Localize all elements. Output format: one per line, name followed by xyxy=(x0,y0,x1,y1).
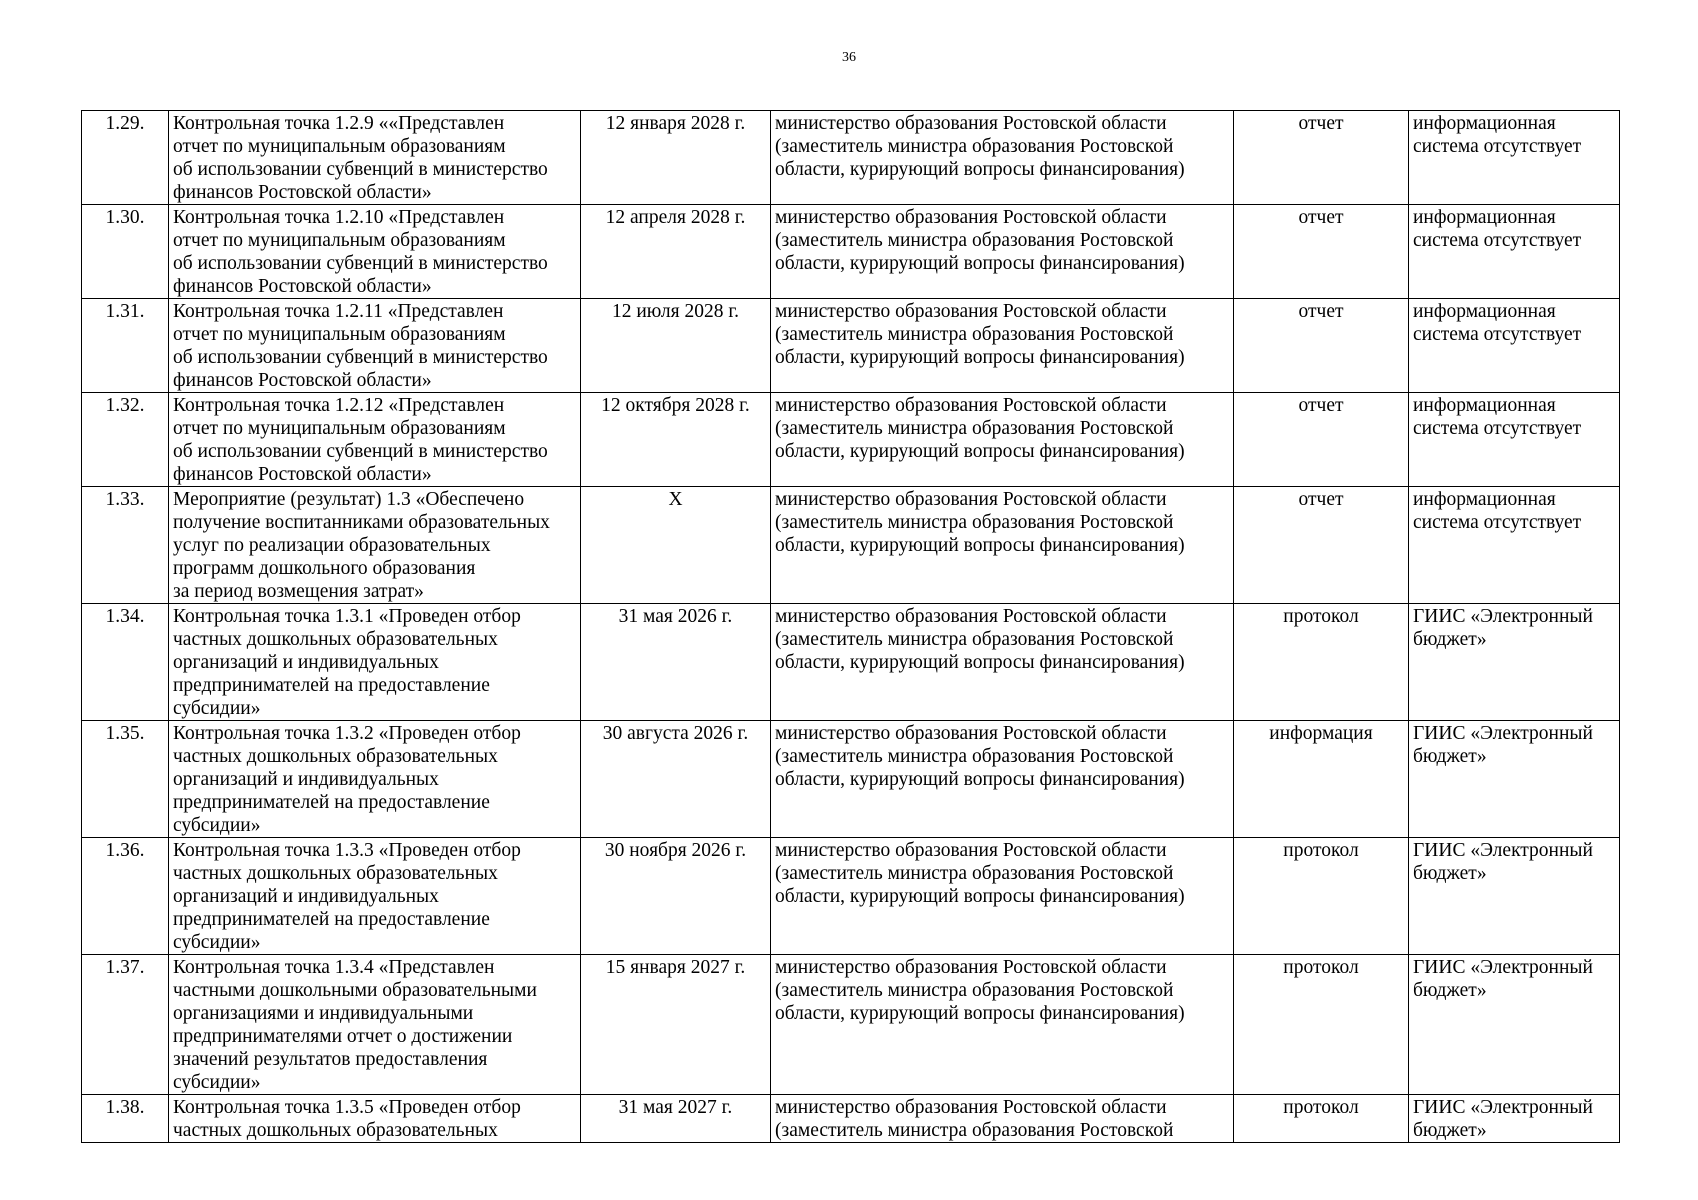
responsible-executor-line: области, курирующий вопросы финансирования) xyxy=(775,886,1185,907)
control-point-name-line: Контрольная точка 1.3.1 «Проведен отбор xyxy=(173,606,521,627)
information-system xyxy=(1409,393,1620,487)
table-row xyxy=(82,604,1620,721)
responsible-executor-line: области, курирующий вопросы финансирования) xyxy=(775,347,1185,368)
confirming-document: протокол xyxy=(1234,604,1409,721)
control-point-name-line: организаций и индивидуальных xyxy=(173,769,439,790)
control-point-name xyxy=(169,955,581,1095)
control-point-name-line: Контрольная точка 1.2.12 «Представлен xyxy=(173,395,505,416)
control-point-name-line: предпринимателей на предоставление xyxy=(173,909,490,930)
responsible-executor xyxy=(771,111,1234,205)
responsible-executor-line: (заместитель министра образования Ростовской xyxy=(775,629,1174,650)
control-point-name-line: финансов Ростовской области» xyxy=(173,276,432,297)
control-point-name-line: программ дошкольного образования xyxy=(173,558,476,579)
control-point-name-line: Контрольная точка 1.2.10 «Представлен xyxy=(173,207,505,228)
table-row xyxy=(82,721,1620,838)
control-point-name-line: Контрольная точка 1.3.3 «Проведен отбор xyxy=(173,840,521,861)
confirming-document: отчет xyxy=(1234,393,1409,487)
control-point-name-line: отчет по муниципальным образованиям xyxy=(173,136,506,157)
information-system-line: информационная xyxy=(1413,207,1556,228)
control-point-name-line: субсидии» xyxy=(173,698,261,719)
responsible-executor-line: (заместитель министра образования Ростовской xyxy=(775,512,1174,533)
deadline-date: 15 января 2027 г. xyxy=(581,955,771,1095)
control-point-name-line: за период возмещения затрат» xyxy=(173,581,424,602)
information-system-line: бюджет» xyxy=(1413,1120,1487,1141)
row-number: 1.29. xyxy=(82,111,169,205)
control-point-name xyxy=(169,604,581,721)
row-number: 1.30. xyxy=(82,205,169,299)
control-point-name-line: отчет по муниципальным образованиям xyxy=(173,230,506,251)
responsible-executor-line: министерство образования Ростовской области xyxy=(775,840,1167,861)
information-system-line: ГИИС «Электронный xyxy=(1413,606,1593,627)
control-point-name xyxy=(169,487,581,604)
information-system-line: бюджет» xyxy=(1413,863,1487,884)
deadline-date: 31 мая 2027 г. xyxy=(581,1095,771,1143)
responsible-executor-line: министерство образования Ростовской области xyxy=(775,489,1167,510)
control-point-name-line: значений результатов предоставления xyxy=(173,1049,488,1070)
control-point-name-line: субсидии» xyxy=(173,932,261,953)
responsible-executor-line: (заместитель министра образования Ростовской xyxy=(775,863,1174,884)
deadline-date: 30 ноября 2026 г. xyxy=(581,838,771,955)
deadline-date: 12 октября 2028 г. xyxy=(581,393,771,487)
control-point-name-line: организаций и индивидуальных xyxy=(173,652,439,673)
control-point-name-line: услуг по реализации образовательных xyxy=(173,535,491,556)
control-point-name-line: получение воспитанниками образовательных xyxy=(173,512,550,533)
confirming-document: отчет xyxy=(1234,205,1409,299)
control-point-name-line: предпринимателей на предоставление xyxy=(173,792,490,813)
information-system-line: система отсутствует xyxy=(1413,418,1582,439)
row-number: 1.35. xyxy=(82,721,169,838)
responsible-executor xyxy=(771,604,1234,721)
information-system xyxy=(1409,299,1620,393)
control-point-name-line: предпринимателями отчет о достижении xyxy=(173,1026,513,1047)
responsible-executor-line: области, курирующий вопросы финансирования) xyxy=(775,1003,1185,1024)
information-system-line: ГИИС «Электронный xyxy=(1413,723,1593,744)
confirming-document: отчет xyxy=(1234,299,1409,393)
row-number: 1.37. xyxy=(82,955,169,1095)
responsible-executor-line: министерство образования Ростовской области xyxy=(775,301,1167,322)
responsible-executor-line: министерство образования Ростовской области xyxy=(775,207,1167,228)
control-point-name xyxy=(169,111,581,205)
control-point-name-line: частных дошкольных образовательных xyxy=(173,746,498,767)
table-row xyxy=(82,299,1620,393)
row-number: 1.36. xyxy=(82,838,169,955)
information-system-line: бюджет» xyxy=(1413,746,1487,767)
control-point-name-line: частных дошкольных образовательных xyxy=(173,1120,498,1141)
responsible-executor xyxy=(771,487,1234,604)
responsible-executor-line: (заместитель министра образования Ростовской xyxy=(775,980,1174,1001)
control-point-name-line: об использовании субвенций в министерство xyxy=(173,441,548,462)
deadline-date: 12 января 2028 г. xyxy=(581,111,771,205)
information-system-line: система отсутствует xyxy=(1413,512,1582,533)
information-system-line: ГИИС «Электронный xyxy=(1413,957,1593,978)
control-point-name-line: об использовании субвенций в министерство xyxy=(173,347,548,368)
responsible-executor xyxy=(771,721,1234,838)
responsible-executor xyxy=(771,299,1234,393)
information-system xyxy=(1409,838,1620,955)
control-point-name xyxy=(169,1095,581,1143)
row-number: 1.32. xyxy=(82,393,169,487)
control-point-name-line: Мероприятие (результат) 1.3 «Обеспечено xyxy=(173,489,525,510)
responsible-executor-line: (заместитель министра образования Ростовской xyxy=(775,1120,1174,1141)
table-body xyxy=(82,111,1620,1143)
information-system xyxy=(1409,721,1620,838)
control-point-name-line: Контрольная точка 1.2.11 «Представлен xyxy=(173,301,504,322)
responsible-executor-line: министерство образования Ростовской области xyxy=(775,606,1167,627)
control-point-name xyxy=(169,393,581,487)
information-system-line: бюджет» xyxy=(1413,629,1487,650)
information-system xyxy=(1409,205,1620,299)
control-point-name-line: финансов Ростовской области» xyxy=(173,370,432,391)
information-system-line: ГИИС «Электронный xyxy=(1413,1097,1593,1118)
information-system-line: система отсутствует xyxy=(1413,230,1582,251)
control-point-name-line: организаций и индивидуальных xyxy=(173,886,439,907)
table-row xyxy=(82,111,1620,205)
responsible-executor xyxy=(771,205,1234,299)
confirming-document: информация xyxy=(1234,721,1409,838)
table-row xyxy=(82,487,1620,604)
confirming-document: отчет xyxy=(1234,111,1409,205)
control-point-name xyxy=(169,838,581,955)
control-point-name-line: Контрольная точка 1.2.9 ««Представлен xyxy=(173,113,505,134)
row-number: 1.31. xyxy=(82,299,169,393)
deadline-date: 12 апреля 2028 г. xyxy=(581,205,771,299)
responsible-executor xyxy=(771,393,1234,487)
responsible-executor-line: области, курирующий вопросы финансирования) xyxy=(775,535,1185,556)
table-row xyxy=(82,393,1620,487)
control-point-name-line: Контрольная точка 1.3.2 «Проведен отбор xyxy=(173,723,521,744)
responsible-executor-line: (заместитель министра образования Ростовской xyxy=(775,136,1174,157)
responsible-executor-line: области, курирующий вопросы финансирования) xyxy=(775,253,1185,274)
responsible-executor-line: области, курирующий вопросы финансирования) xyxy=(775,159,1185,180)
control-point-name-line: финансов Ростовской области» xyxy=(173,182,432,203)
information-system-line: ГИИС «Электронный xyxy=(1413,840,1593,861)
table-row xyxy=(82,955,1620,1095)
control-point-name-line: об использовании субвенций в министерство xyxy=(173,159,548,180)
information-system-line: информационная xyxy=(1413,301,1556,322)
responsible-executor xyxy=(771,838,1234,955)
responsible-executor xyxy=(771,1095,1234,1143)
information-system-line: информационная xyxy=(1413,395,1556,416)
information-system xyxy=(1409,1095,1620,1143)
row-number: 1.38. xyxy=(82,1095,169,1143)
information-system xyxy=(1409,955,1620,1095)
responsible-executor-line: министерство образования Ростовской области xyxy=(775,113,1167,134)
control-point-name-line: организациями и индивидуальными xyxy=(173,1003,474,1024)
responsible-executor-line: области, курирующий вопросы финансирования) xyxy=(775,441,1185,462)
control-point-name xyxy=(169,721,581,838)
control-point-name-line: отчет по муниципальным образованиям xyxy=(173,324,506,345)
responsible-executor-line: министерство образования Ростовской области xyxy=(775,1097,1167,1118)
control-point-name-line: частных дошкольных образовательных xyxy=(173,863,498,884)
information-system xyxy=(1409,111,1620,205)
control-point-name-line: об использовании субвенций в министерство xyxy=(173,253,548,274)
page-number: 36 xyxy=(842,50,856,65)
table-row xyxy=(82,1095,1620,1143)
table-row xyxy=(82,205,1620,299)
control-point-name-line: предпринимателей на предоставление xyxy=(173,675,490,696)
deadline-date: 30 августа 2026 г. xyxy=(581,721,771,838)
responsible-executor-line: (заместитель министра образования Ростовской xyxy=(775,746,1174,767)
control-point-name-line: субсидии» xyxy=(173,1072,261,1093)
responsible-executor-line: области, курирующий вопросы финансирования) xyxy=(775,769,1185,790)
deadline-date: 12 июля 2028 г. xyxy=(581,299,771,393)
responsible-executor-line: (заместитель министра образования Ростовской xyxy=(775,230,1174,251)
confirming-document: отчет xyxy=(1234,487,1409,604)
information-system-line: система отсутствует xyxy=(1413,324,1582,345)
confirming-document: протокол xyxy=(1234,1095,1409,1143)
control-point-name-line: финансов Ростовской области» xyxy=(173,464,432,485)
information-system-line: система отсутствует xyxy=(1413,136,1582,157)
control-point-name-line: частных дошкольных образовательных xyxy=(173,629,498,650)
responsible-executor-line: министерство образования Ростовской области xyxy=(775,957,1167,978)
control-point-name-line: Контрольная точка 1.3.5 «Проведен отбор xyxy=(173,1097,521,1118)
information-system xyxy=(1409,604,1620,721)
information-system-line: информационная xyxy=(1413,489,1556,510)
deadline-date: X xyxy=(581,487,771,604)
responsible-executor-line: (заместитель министра образования Ростовской xyxy=(775,418,1174,439)
responsible-executor-line: (заместитель министра образования Ростовской xyxy=(775,324,1174,345)
confirming-document: протокол xyxy=(1234,955,1409,1095)
row-number: 1.33. xyxy=(82,487,169,604)
information-system-line: информационная xyxy=(1413,113,1556,134)
control-point-name xyxy=(169,299,581,393)
information-system xyxy=(1409,487,1620,604)
confirming-document: протокол xyxy=(1234,838,1409,955)
responsible-executor-line: министерство образования Ростовской области xyxy=(775,395,1167,416)
deadline-date: 31 мая 2026 г. xyxy=(581,604,771,721)
row-number: 1.34. xyxy=(82,604,169,721)
control-points-table xyxy=(81,110,1620,1143)
control-point-name-line: отчет по муниципальным образованиям xyxy=(173,418,506,439)
control-point-name-line: субсидии» xyxy=(173,815,261,836)
responsible-executor-line: области, курирующий вопросы финансирования) xyxy=(775,652,1185,673)
control-point-name xyxy=(169,205,581,299)
control-point-name-line: частными дошкольными образовательными xyxy=(173,980,537,1001)
table-row xyxy=(82,838,1620,955)
responsible-executor-line: министерство образования Ростовской области xyxy=(775,723,1167,744)
information-system-line: бюджет» xyxy=(1413,980,1487,1001)
responsible-executor xyxy=(771,955,1234,1095)
control-point-name-line: Контрольная точка 1.3.4 «Представлен xyxy=(173,957,495,978)
